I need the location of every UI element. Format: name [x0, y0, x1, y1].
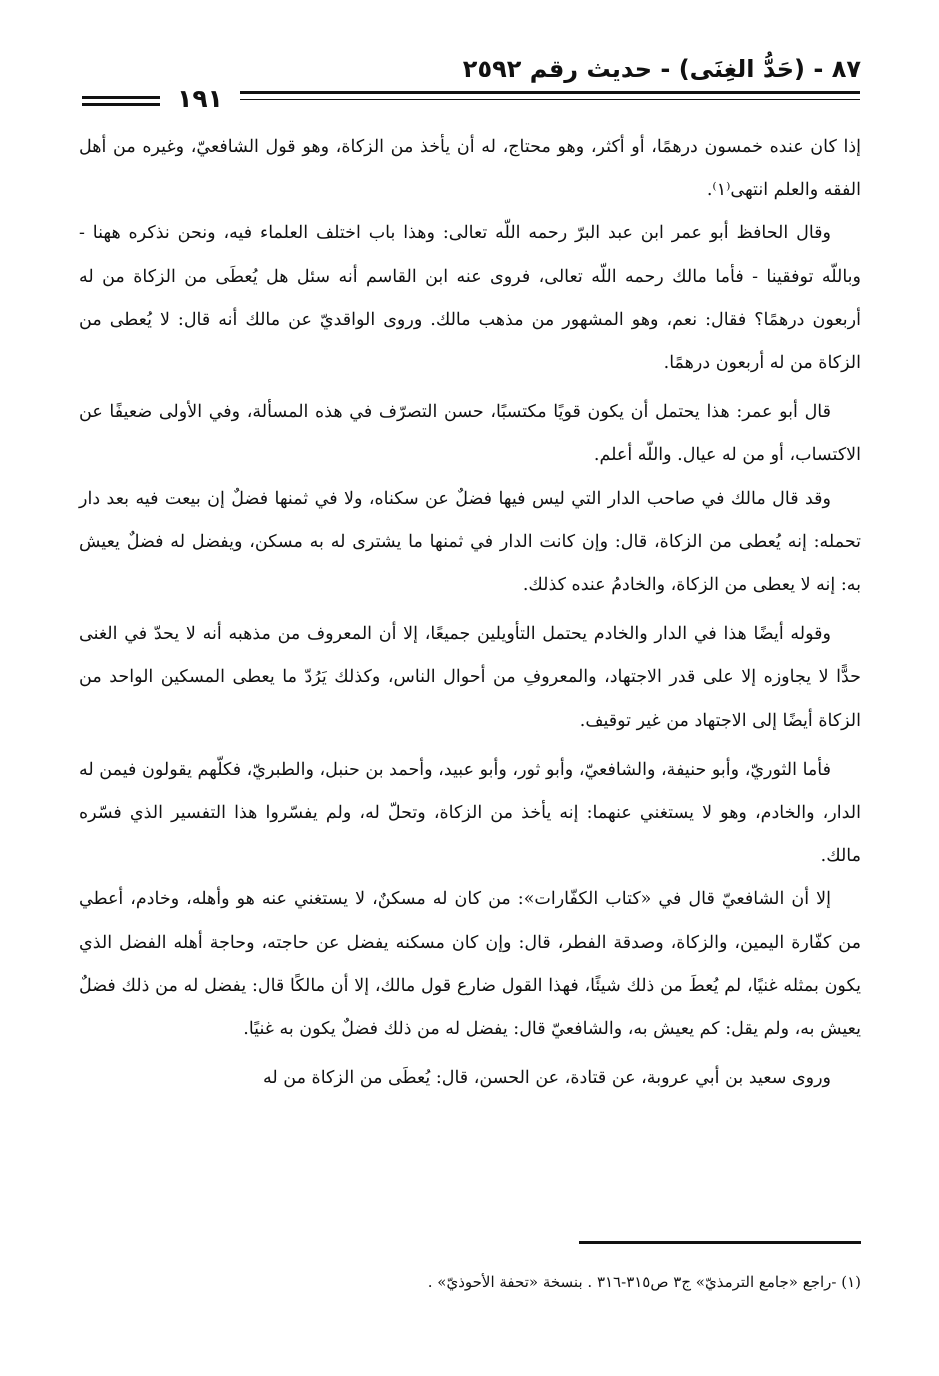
page-number: ١٩١ [177, 84, 223, 113]
paragraph: إلا أن الشافعيّ قال في «كتاب الكفّارات»: من كان له مسكنٌ، لا يستغني عنه هو وأهله، وخادم، أعطي من كفّارة اليمين، والزكاة، وصدقة الفطر، قال: وإن كان مسكنه يفضل عن حاجته، وحاجة أهله الفضل الذي يكون بمثله غنيًا، لم يُعطَ من ذلك شيئًا، فهذا القول ضارع قول مالك، إلا أن مالكًا قال: يفضل له من ذلك فضلٌ يعيش به، ولم يقل: كم يعيش به، والشافعيّ قال: يفضل له من ذلك فضلٌ يكون به غنيًا. [79, 889, 861, 1040]
main-text [79, 126, 861, 1100]
running-head: ٨٧ - (حَدُّ الغِنَى) - حديث رقم ٢٥٩٢ [462, 55, 861, 83]
paragraph: إذا كان عنده خمسون درهمًا، أو أكثر، وهو محتاج، له أن يأخذ من الزكاة، وهو قول الشافعيّ، وغيره من أهل الفقه والعلم انتهى⁽١⁾. [79, 137, 861, 201]
header-rule-left-top [82, 96, 160, 99]
paragraph: وقد قال مالك في صاحب الدار التي ليس فيها فضلٌ عن سكناه، ولا في ثمنها فضلٌ إن بيعت فيه بعد دار تحمله: إنه يُعطى من الزكاة، قال: وإن كانت الدار في ثمنها ما يشترى له به مسكن، ويفضل له فضلٌ يعيش به: إنه لا يعطى من الزكاة، والخادمُ عنده كذلك. [79, 488, 861, 596]
paragraph: وقال الحافظ أبو عمر ابن عبد البرّ رحمه اللّه تعالى: وهذا باب اختلف العلماء فيه، ونحن نذكره ههنا - وباللّه توفقينا - فأما مالك رحمه اللّه تعالى، فروى عنه ابن القاسم أنه سئل هل يُعطَى من الزكاة من له أربعون درهمًا؟ فقال: نعم، وهو المشهور من مذهب مالك. وروى الواقديّ عن مالك أنه قال: لا يُعطى من الزكاة من له أربعون درهمًا. [79, 223, 861, 374]
paragraph: وقوله أيضًا هذا في الدار والخادم يحتمل التأويلين جميعًا، إلا أن المعروف من مذهبه أنه لا يحدّ في الغنى حدًّا لا يجاوزه إلا على قدر الاجتهاد، والمعروفِ من أحوال الناس، وكذلك يَرُدّ ما يعطى المسكين الواحد من الزكاة أيضًا إلى الاجتهاد من غير توقيف. [79, 624, 861, 731]
paragraph: وروى سعيد بن أبي عروبة، عن قتادة، عن الحسن، قال: يُعطَى من الزكاة من له [263, 1068, 831, 1089]
paragraph: فأما الثوريّ، وأبو حنيفة، والشافعيّ، وأبو ثور، وأبو عبيد، وأحمد بن حنبل، والطبريّ، فكلّهم يقولون فيمن له الدار، والخادم، وهو لا يستغني عنهما: إنه يأخذ من الزكاة، وتحلّ له، ولم يفسّروا هذا التفسير الذي فسّره مالك. [79, 759, 861, 867]
header-rule-right-bottom [240, 99, 860, 100]
header-rule-right-top [240, 91, 860, 94]
header-rule-left-bottom [82, 103, 160, 106]
footnote: (١) -راجع «جامع الترمذيّ» ج٣ ص٣١٥-٣١٦ . بنسخة «تحفة الأحوذيّ» . [427, 1273, 861, 1291]
footnote-separator [579, 1241, 861, 1244]
paragraph: قال أبو عمر: هذا يحتمل أن يكون قويًا مكتسبًا، حسن التصرّف في هذه المسألة، وفي الأولى ضعيفًا عن الاكتساب، أو من له عيال. واللّه أعلم. [79, 402, 861, 466]
